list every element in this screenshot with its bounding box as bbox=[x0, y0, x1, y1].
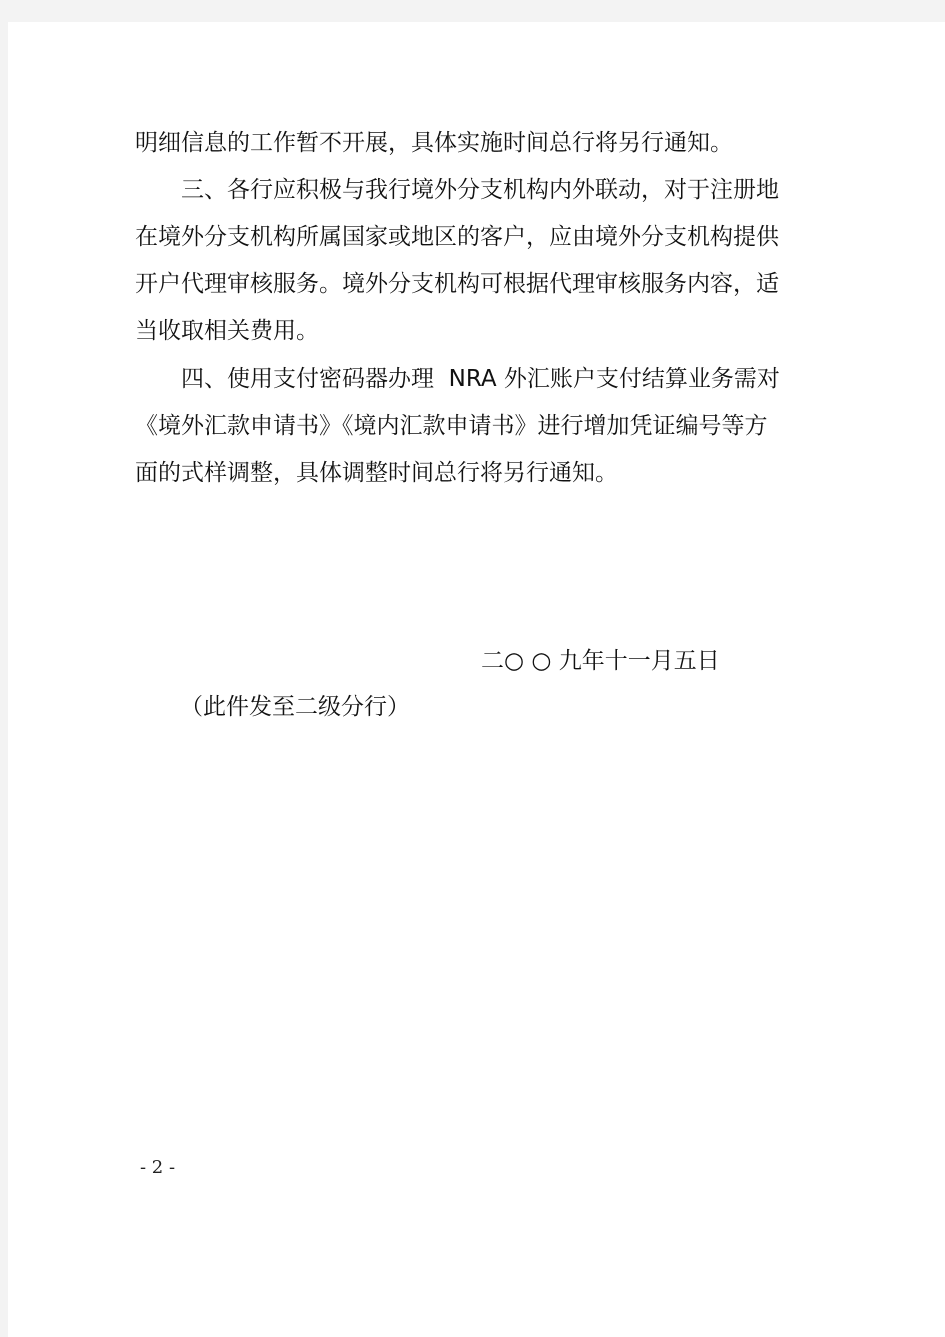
distribution-note: （此件发至二级分行） bbox=[180, 694, 410, 720]
text-line: 三、各行应积极与我行境外分支机构内外联动，对于注册地 bbox=[181, 177, 779, 203]
text-line: 当收取相关费用。 bbox=[135, 318, 319, 344]
paragraph-continuation bbox=[135, 120, 825, 167]
text-line: 明细信息的工作暂不开展，具体实施时间总行将另行通知。 bbox=[135, 130, 733, 156]
text-line: 在境外分支机构所属国家或地区的客户，应由境外分支机构提供 bbox=[135, 224, 779, 250]
paragraph-item-3 bbox=[135, 167, 825, 355]
document-page bbox=[8, 22, 945, 1337]
text-line: 面的式样调整，具体调整时间总行将另行通知。 bbox=[135, 460, 618, 486]
text-line: 开户代理审核服务。境外分支机构可根据代理审核服务内容，适 bbox=[135, 271, 779, 297]
issue-date: 二○ ○ 九年十一月五日 bbox=[481, 648, 720, 674]
text-line: 四、使用支付密码器办理 NRA 外汇账户支付结算业务需对 bbox=[181, 366, 780, 392]
paragraph-item-4 bbox=[135, 356, 825, 497]
text-line: 《境外汇款申请书》《境内汇款申请书》进行增加凭证编号等方 bbox=[135, 413, 768, 439]
page-number: - 2 - bbox=[140, 1157, 176, 1178]
